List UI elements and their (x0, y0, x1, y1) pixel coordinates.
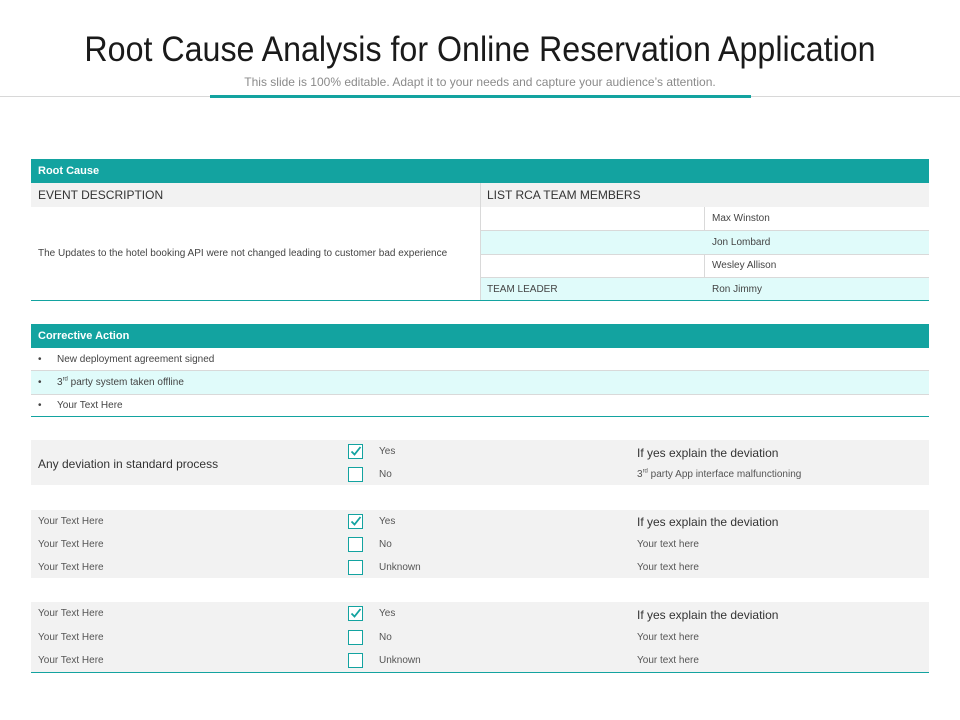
option-label: Unknown (379, 562, 421, 573)
team-member: Jon Lombard (712, 237, 771, 248)
no-checkbox[interactable] (348, 467, 363, 482)
option-panel (31, 602, 929, 672)
team-leader-label: TEAM LEADER (487, 284, 558, 295)
row-label: Your Text Here (38, 655, 104, 666)
event-description-text: The Updates to the hotel booking API were not changed leading to customer bad experience (38, 248, 448, 259)
explain-text: Your text here (637, 539, 699, 550)
corrective-action-heading: Corrective Action (31, 324, 929, 348)
bullet: • (38, 400, 42, 411)
option-label: No (379, 632, 392, 643)
option-label: Unknown (379, 655, 421, 666)
option-label: Yes (379, 516, 396, 527)
option-label: Yes (379, 446, 396, 457)
deviation-question: Any deviation in standard process (38, 457, 219, 471)
unknown-checkbox[interactable] (348, 653, 363, 668)
team-member: Wesley Allison (712, 260, 777, 271)
explain-title: If yes explain the deviation (637, 446, 779, 460)
row-line (31, 394, 929, 395)
explain-title: If yes explain the deviation (637, 608, 779, 622)
team-members-header: LIST RCA TEAM MEMBERS (487, 188, 641, 202)
corrective-bottom-line (31, 416, 929, 417)
root-cause-heading: Root Cause (31, 159, 929, 183)
root-cause-bottom-line (31, 300, 929, 301)
no-checkbox[interactable] (348, 630, 363, 645)
explain-text: Your text here (637, 632, 699, 643)
checkmark-icon (350, 515, 362, 527)
checkmark-icon (350, 445, 362, 457)
explain-text: Your text here (637, 655, 699, 666)
explain-text: Your text here (637, 562, 699, 573)
event-description-header: EVENT DESCRIPTION (38, 188, 164, 202)
row-label: Your Text Here (38, 539, 104, 550)
header-accent-bar (210, 95, 751, 98)
row-label: Your Text Here (38, 516, 104, 527)
option-panel (31, 510, 929, 578)
row-line (481, 254, 929, 255)
row-label: Your Text Here (38, 632, 104, 643)
row-label: Your Text Here (38, 562, 104, 573)
unknown-checkbox[interactable] (348, 560, 363, 575)
bullet: • (38, 354, 42, 365)
row-line (481, 230, 929, 231)
team-leader-name: Ron Jimmy (712, 284, 763, 295)
page-subtitle: This slide is 100% editable. Adapt it to your needs and capture your audience’s attention. (244, 75, 716, 89)
corrective-item: Your Text Here (57, 400, 123, 411)
bottom-line (31, 672, 929, 673)
checkmark-icon (350, 607, 362, 619)
explain-text: 3rd party App interface malfunctioning (637, 468, 802, 480)
option-label: Yes (379, 608, 396, 619)
no-checkbox[interactable] (348, 537, 363, 552)
row-line (481, 277, 929, 278)
member-row-tint (481, 230, 929, 254)
yes-checkbox[interactable] (348, 444, 363, 459)
yes-checkbox[interactable] (348, 514, 363, 529)
corrective-item: 3rd party system taken offline (57, 376, 184, 388)
page-title: Root Cause Analysis for Online Reservation Application (84, 30, 876, 69)
explain-title: If yes explain the deviation (637, 515, 779, 529)
option-label: No (379, 539, 392, 550)
row-label: Your Text Here (38, 608, 104, 619)
team-member: Max Winston (712, 213, 770, 224)
row-line (31, 370, 929, 371)
option-label: No (379, 469, 392, 480)
corrective-item: New deployment agreement signed (57, 354, 215, 365)
yes-checkbox[interactable] (348, 606, 363, 621)
bullet: • (38, 377, 42, 388)
